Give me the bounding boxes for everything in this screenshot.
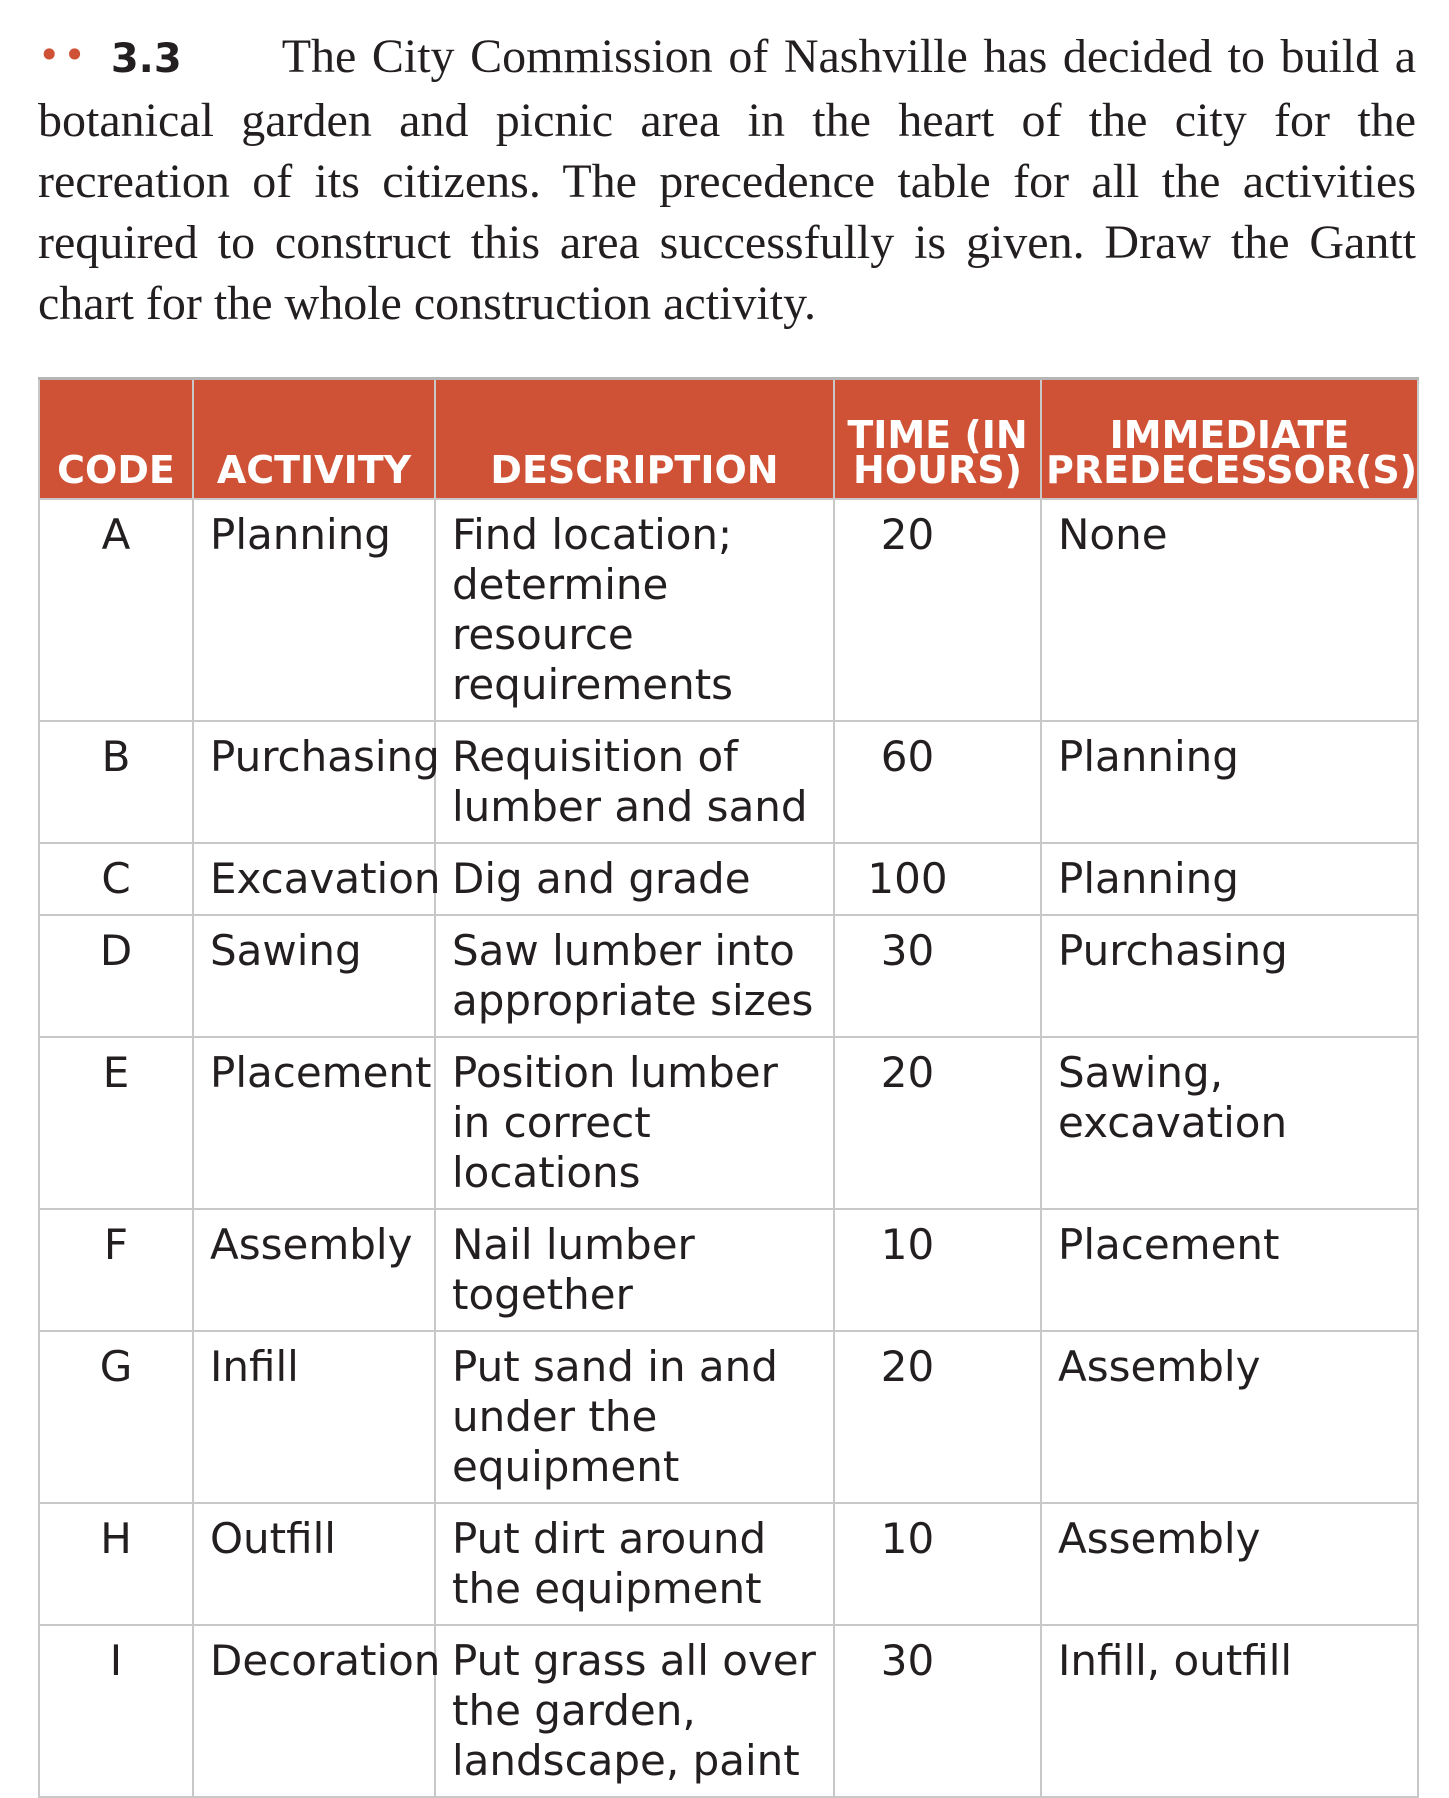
cell-code: D [39, 915, 193, 1037]
cell-predecessors: Infill, outfill [1041, 1625, 1418, 1797]
table-row [39, 721, 1418, 843]
table-header-row [39, 379, 1418, 500]
table-row [39, 1625, 1418, 1797]
header-description: DESCRIPTION [435, 379, 834, 500]
cell-description: Requisition of lumber and sand [435, 721, 834, 843]
cell-activity: Outfill [193, 1503, 435, 1625]
cell-time: 10 [834, 1209, 1041, 1331]
cell-predecessors: Purchasing [1041, 915, 1418, 1037]
cell-description: Nail lumber together [435, 1209, 834, 1331]
cell-code: A [39, 499, 193, 721]
cell-activity: Assembly [193, 1209, 435, 1331]
table-row [39, 1037, 1418, 1209]
cell-time: 10 [834, 1503, 1041, 1625]
problem-statement [38, 26, 1416, 334]
table-row [39, 1331, 1418, 1503]
cell-description: Put dirt around the equipment [435, 1503, 834, 1625]
cell-activity: Purchasing [193, 721, 435, 843]
cell-description: Find location; determine resource requirements [435, 499, 834, 721]
cell-code: H [39, 1503, 193, 1625]
cell-predecessors: Planning [1041, 843, 1418, 915]
cell-time: 20 [834, 1331, 1041, 1503]
cell-time: 60 [834, 721, 1041, 843]
cell-code: I [39, 1625, 193, 1797]
table-row [39, 843, 1418, 915]
cell-description: Position lumber in correct locations [435, 1037, 834, 1209]
cell-code: F [39, 1209, 193, 1331]
cell-description: Put sand in and under the equipment [435, 1331, 834, 1503]
cell-activity: Sawing [193, 915, 435, 1037]
cell-time: 100 [834, 843, 1041, 915]
header-code: CODE [39, 379, 193, 500]
problem-text: The City Commission of Nashville has decided to build a botanical garden and picnic area in the heart of the city for the recreation of its citizens. The precedence table for all the activities required to construct this area successfully is given. Draw the Gantt chart for the whole construction activity. [38, 30, 1416, 330]
cell-activity: Decoration [193, 1625, 435, 1797]
cell-code: E [39, 1037, 193, 1209]
cell-activity: Excavation [193, 843, 435, 915]
precedence-table [38, 377, 1419, 1798]
table-row [39, 915, 1418, 1037]
header-predecessors: IMMEDIATE PREDECESSOR(S) [1041, 379, 1418, 500]
cell-activity: Infill [193, 1331, 435, 1503]
cell-code: B [39, 721, 193, 843]
table-row [39, 499, 1418, 721]
cell-predecessors: Assembly [1041, 1331, 1418, 1503]
cell-time: 20 [834, 1037, 1041, 1209]
cell-description: Dig and grade [435, 843, 834, 915]
cell-description: Saw lumber into appropriate sizes [435, 915, 834, 1037]
header-time: TIME (IN HOURS) [834, 379, 1041, 500]
difficulty-dots: •• [38, 33, 89, 77]
table-row [39, 1209, 1418, 1331]
cell-code: C [39, 843, 193, 915]
header-activity: ACTIVITY [193, 379, 435, 500]
table-row [39, 1503, 1418, 1625]
cell-predecessors: Placement [1041, 1209, 1418, 1331]
problem-number: 3.3 [110, 36, 182, 82]
cell-time: 30 [834, 1625, 1041, 1797]
cell-description: Put grass all over the garden, landscape, paint [435, 1625, 834, 1797]
cell-code: G [39, 1331, 193, 1503]
cell-predecessors: None [1041, 499, 1418, 721]
cell-activity: Planning [193, 499, 435, 721]
cell-time: 30 [834, 915, 1041, 1037]
cell-predecessors: Planning [1041, 721, 1418, 843]
cell-predecessors: Sawing, excavation [1041, 1037, 1418, 1209]
cell-time: 20 [834, 499, 1041, 721]
cell-predecessors: Assembly [1041, 1503, 1418, 1625]
cell-activity: Placement [193, 1037, 435, 1209]
